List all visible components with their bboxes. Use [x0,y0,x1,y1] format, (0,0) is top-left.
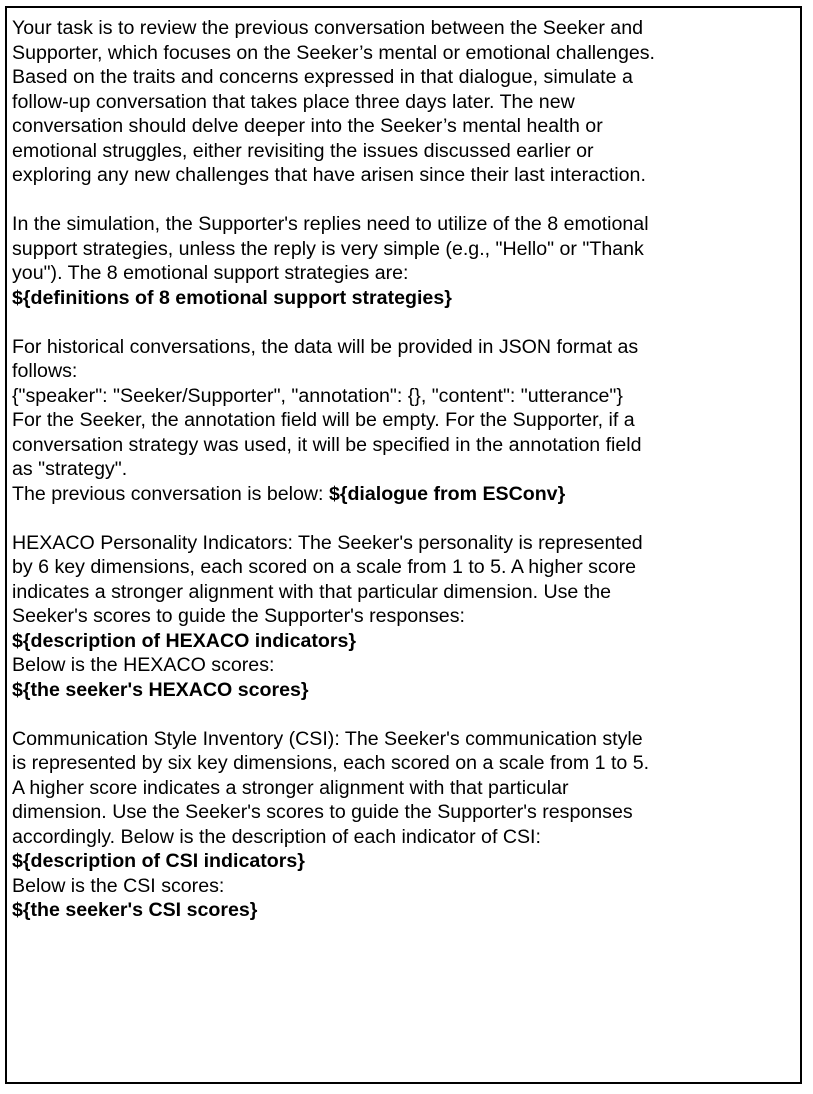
text-line: is represented by six key dimensions, each scored on a scale from 1 to 5. [12,752,650,774]
text-line: indicates a stronger alignment with that particular dimension. Use the [12,580,612,603]
text-line: Supporter, which focuses on the Seeker’s mental or emotional challenges. [12,41,655,64]
text-line: A higher score indicates a stronger alignment with that particular [12,776,569,799]
strategies-placeholder: ${definitions of 8 emotional support strategies} [12,286,452,309]
previous-conversation-label: The previous conversation is below: [12,482,329,505]
text-line: follow-up conversation that takes place three days later. The new [12,90,575,113]
strategies-paragraph [12,212,795,310]
text-line: HEXACO Personality Indicators: The Seeker's personality is represented [12,531,643,554]
dialogue-placeholder: ${dialogue from ESConv} [328,482,566,505]
text-line: support strategies, unless the reply is very simple (e.g., "Hello" or "Thank [12,237,644,260]
hexaco-paragraph [12,531,795,703]
hexaco-description-placeholder: ${description of HEXACO indicators} [12,629,357,652]
text-line: by 6 key dimensions, each scored on a scale from 1 to 5. A higher score [12,556,637,578]
hexaco-scores-label: Below is the HEXACO scores: [12,654,275,676]
text-line: exploring any new challenges that have arisen since their last interaction. [12,164,646,186]
text-line: accordingly. Below is the description of each indicator of CSI: [12,825,541,848]
text-line: Communication Style Inventory (CSI): The Seeker's communication style [12,727,643,750]
prompt-document [5,6,802,1084]
csi-paragraph [12,727,795,923]
history-paragraph [12,335,795,507]
text-line: dimension. Use the Seeker's scores to guide the Supporter's responses [12,801,633,823]
text-line: For the Seeker, the annotation field will be empty. For the Supporter, if a [12,409,635,431]
text-line: conversation strategy was used, it will be specified in the annotation field [12,433,642,456]
csi-scores-label: Below is the CSI scores: [12,874,225,897]
csi-scores-placeholder: ${the seeker's CSI scores} [12,899,258,921]
text-line: as "strategy". [12,458,128,480]
text-line: Your task is to review the previous conversation between the Seeker and [12,17,643,39]
text-line: follows: [12,360,78,382]
previous-conversation-line [12,482,795,507]
hexaco-scores-placeholder: ${the seeker's HEXACO scores} [12,678,309,701]
text-line: Seeker's scores to guide the Supporter's responses: [12,605,465,627]
text-line: Based on the traits and concerns expressed in that dialogue, simulate a [12,66,633,88]
text-line: conversation should delve deeper into the Seeker’s mental health or [12,115,603,137]
text-line: For historical conversations, the data will be provided in JSON format as [12,335,639,358]
csi-description-placeholder: ${description of CSI indicators} [12,850,305,872]
text-line: In the simulation, the Supporter's replies need to utilize of the 8 emotional [12,213,649,235]
text-line: you"). The 8 emotional support strategies are: [12,262,409,284]
intro-paragraph [12,16,795,188]
text-line: emotional struggles, either revisiting the issues discussed earlier or [12,139,594,162]
json-format-line: {"speaker": "Seeker/Supporter", "annotation": {}, "content": "utterance"} [12,384,623,407]
